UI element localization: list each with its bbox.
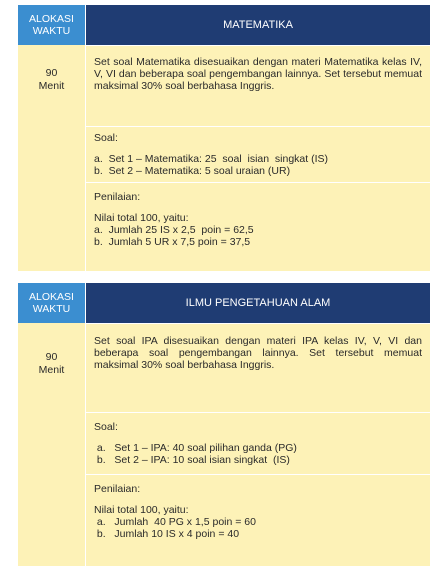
- description-text: Set soal IPA disesuaikan dengan materi IPA kelas IV, V, VI dan beberapa soal pengembangan lainnya. Set tersebut memuat maksimal 30% soal berbahasa Inggris.: [94, 334, 422, 371]
- penilaian-label: Penilaian:: [94, 190, 141, 203]
- soal-item: a. Set 1 – Matematika: 25 soal isian singkat (IS): [94, 152, 329, 165]
- soal-item: b. Set 2 – IPA: 10 soal isian singkat (IS): [94, 453, 290, 466]
- time-cell: [18, 45, 86, 271]
- time-cell: [18, 323, 86, 566]
- time-unit: Menit: [38, 363, 65, 376]
- ipa-table: [18, 283, 430, 566]
- penilaian-item: b. Jumlah 10 IS x 4 poin = 40: [94, 527, 240, 540]
- allocation-header-line1: ALOKASI: [29, 291, 74, 303]
- penilaian-item: b. Jumlah 5 UR x 7,5 poin = 37,5: [94, 235, 251, 248]
- soal-label: Soal:: [94, 131, 118, 144]
- penilaian-item: a. Jumlah 40 PG x 1,5 poin = 60: [94, 515, 256, 528]
- subject-header: MATEMATIKA: [86, 5, 431, 45]
- soal-label: Soal:: [94, 420, 118, 433]
- allocation-header-line2: WAKTU: [32, 25, 71, 37]
- penilaian-intro: Nilai total 100, yaitu:: [94, 211, 189, 224]
- soal-item: b. Set 2 – Matematika: 5 soal uraian (UR): [94, 164, 291, 177]
- allocation-header-line2: WAKTU: [32, 303, 71, 315]
- time-unit: Menit: [38, 79, 65, 92]
- allocation-header: [18, 5, 86, 45]
- penilaian-label: Penilaian:: [94, 482, 141, 495]
- time-value: 90: [45, 351, 58, 363]
- description-cell: [86, 323, 431, 412]
- soal-item: a. Set 1 – IPA: 40 soal pilihan ganda (PG): [94, 441, 297, 454]
- allocation-header-line1: ALOKASI: [29, 13, 74, 25]
- allocation-header: [18, 283, 86, 323]
- description-text: Set soal Matematika disesuaikan dengan materi Matematika kelas IV, V, VI dan beberapa soal pengembangan lainnya. Set tersebut memuat maksimal 30% soal berbahasa Inggris.: [94, 55, 422, 92]
- penilaian-intro: Nilai total 100, yaitu:: [94, 503, 189, 516]
- description-cell: [86, 45, 431, 126]
- subject-header: ILMU PENGETAHUAN ALAM: [86, 283, 431, 323]
- matematika-table: [18, 5, 430, 271]
- time-value: 90: [45, 67, 58, 79]
- soal-cell: [86, 126, 431, 182]
- penilaian-cell: [86, 182, 431, 271]
- penilaian-item: a. Jumlah 25 IS x 2,5 poin = 62,5: [94, 223, 254, 236]
- penilaian-cell: [86, 474, 431, 566]
- soal-cell: [86, 412, 431, 474]
